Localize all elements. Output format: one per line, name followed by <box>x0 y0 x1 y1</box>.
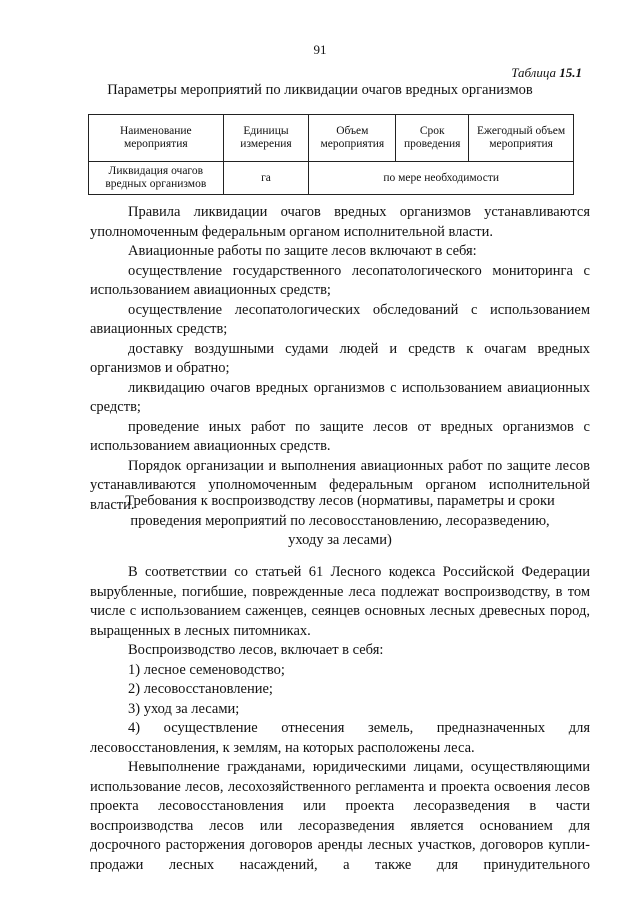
parameters-table <box>88 114 574 195</box>
table-cell-merged-as-needed: по мере необходимости <box>309 162 574 195</box>
section-heading-line: уходу за лесами) <box>288 532 392 548</box>
table-title: Параметры мероприятий по ликвидации очагов вредных организмов <box>107 82 533 98</box>
paragraph: В соответствии со статьей 61 Лесного кодекса Российской Федерации вырубленные, погибшие, поврежденные леса подлежат воспроизводству, в том числе с использованием саженцев, сеянцев основных лесных древесных пород, выращенных в лесных питомниках. <box>90 564 590 639</box>
section-heading-line: проведения мероприятий по лесовосстановлению, лесоразведению, <box>130 512 550 529</box>
paragraph: Воспроизводство лесов, включает в себя: <box>128 642 384 658</box>
paragraph: Авиационные работы по защите лесов включают в себя: <box>128 243 477 259</box>
list-item: доставку воздушными судами людей и средств к очагам вредных организмов и обратно; <box>90 340 590 376</box>
table-cell-activity-name: Ликвидация очагов вредных организмов <box>89 162 224 195</box>
list-item: ликвидацию очагов вредных организмов с использованием авиационных средств; <box>90 379 590 415</box>
table-header-cell: Ежегодный объем мероприятия <box>469 115 574 162</box>
paragraph: Правила ликвидации очагов вредных организмов устанавливаются уполномоченным федеральным органом исполнительной власти. <box>90 204 590 240</box>
text-block-protection <box>90 203 590 515</box>
table-caption-prefix: Таблица <box>511 65 556 80</box>
table-cell-unit: га <box>223 162 309 195</box>
table-header-cell: Наименование мероприятия <box>89 115 224 162</box>
table-header-cell: Единицы измерения <box>223 115 309 162</box>
list-item: проведение иных работ по защите лесов от вредных организмов с использованием авиационных средств. <box>90 418 590 454</box>
table-caption-number: 15.1 <box>559 65 582 80</box>
list-item: осуществление государственного лесопатологического мониторинга с использованием авиационных средств; <box>90 262 590 298</box>
text-block-reproduction <box>90 563 590 875</box>
section-heading-line: Требования к воспроизводству лесов (нормативы, параметры и сроки <box>125 493 555 509</box>
paragraph: Порядок организации и выполнения авиационных работ по защите лесов устанавливаются уполномоченным федеральным органом исполнительной власти. <box>90 457 590 513</box>
table-row <box>89 162 574 195</box>
page-number: 91 <box>313 42 327 57</box>
table-header-cell: Срок проведения <box>396 115 469 162</box>
paragraph: Невыполнение гражданами, юридическими лицами, осуществляющими использование лесов, лесохозяйственного регламента и проекта освоения лесов проекта лесовосстановления или проекта лесоразведения в части воспроизводства лесов или лесоразведения является основанием для досрочного расторжения договоров аренды лесных участков, договоров купли-продажи лесных насаждений, а также для принудительного <box>90 759 590 873</box>
section-heading <box>90 492 590 551</box>
list-item: 1) лесное семеноводство; <box>128 661 285 678</box>
list-item: 4) осуществление отнесения земель, предназначенных для лесовосстановления, к землям, на которых расположены леса. <box>90 720 590 756</box>
table-caption <box>511 65 582 81</box>
list-item: осуществление лесопатологических обследований с использованием авиационных средств; <box>90 301 590 337</box>
table-header-cell: Объем мероприятия <box>309 115 396 162</box>
table-header-row <box>89 115 574 162</box>
list-item: 2) лесовосстановление; <box>128 681 273 697</box>
list-item: 3) уход за лесами; <box>128 700 240 717</box>
